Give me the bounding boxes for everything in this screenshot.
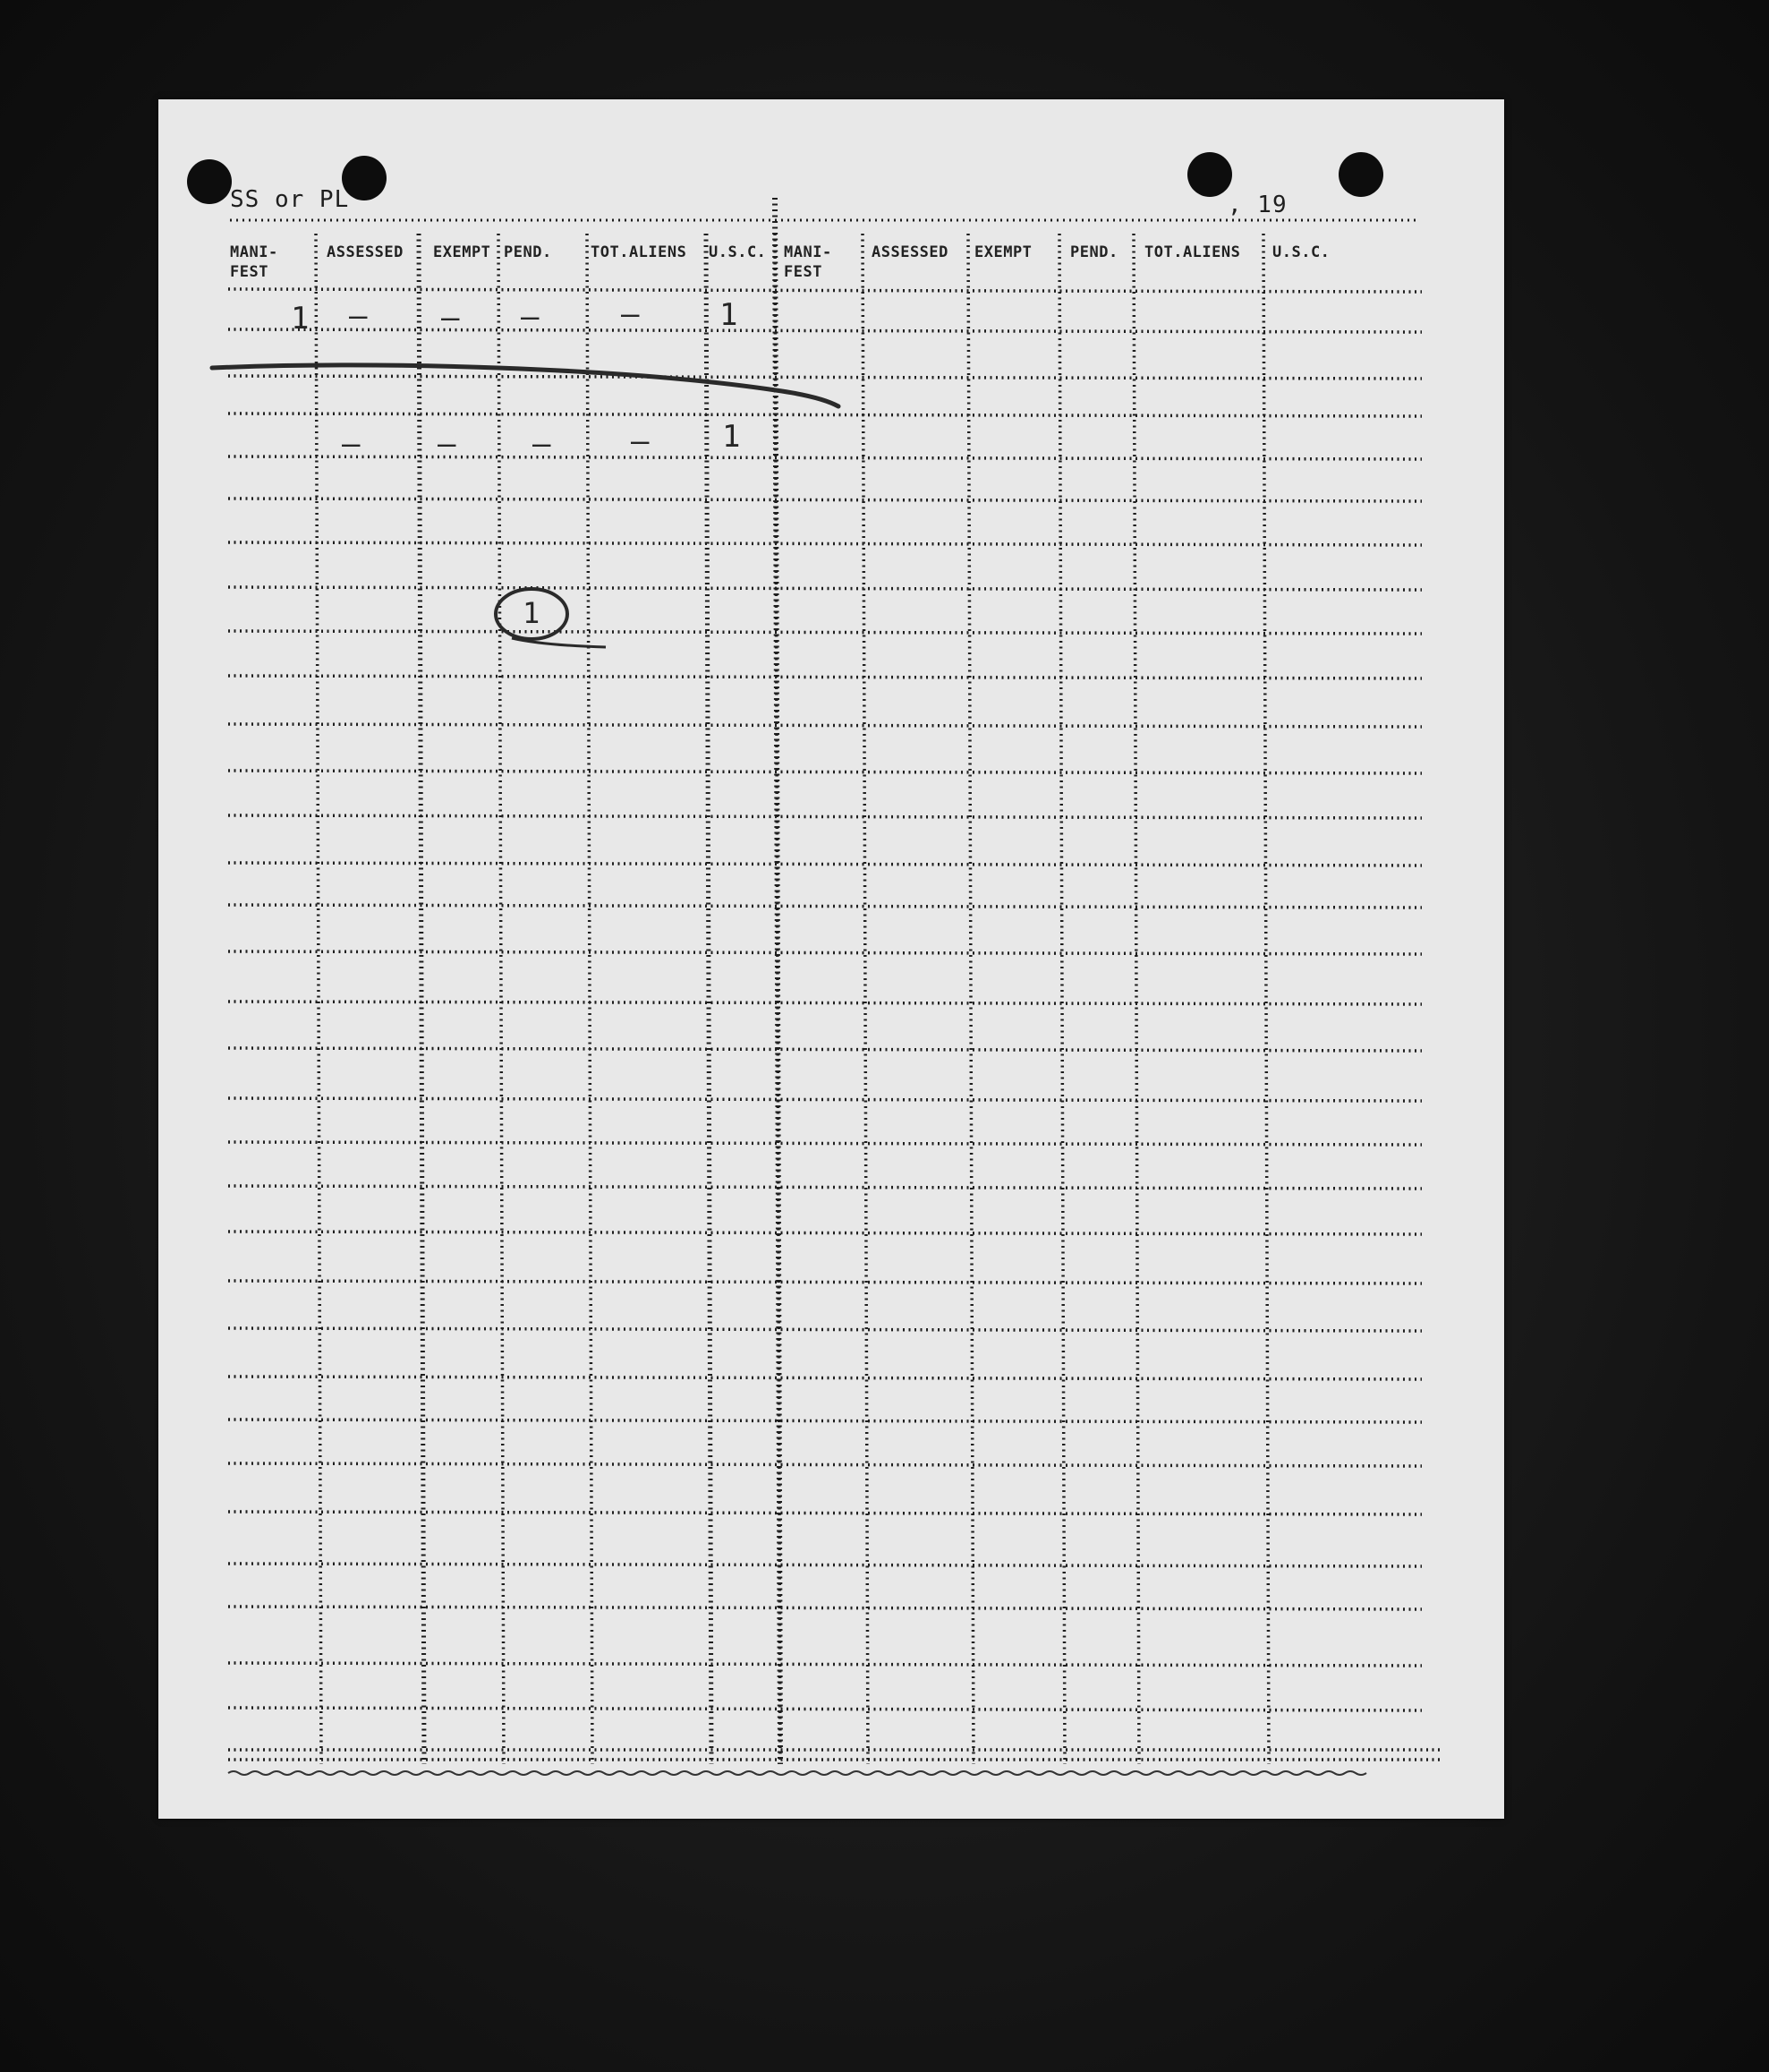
row-ruling (228, 676, 1422, 678)
column-ruling (1263, 234, 1269, 1764)
hw-row3-tot-aliens: — (631, 423, 650, 459)
bottom-wavy-rule (228, 1771, 1366, 1775)
col-header-pend-left: PEND. (504, 243, 552, 261)
column-ruling (1059, 234, 1065, 1764)
row-ruling (228, 1463, 1422, 1466)
row-ruling (228, 289, 1422, 292)
hw-row3-pend: — (532, 426, 551, 462)
vessel-label: SS or PL (230, 186, 350, 213)
row-ruling (228, 1048, 1422, 1051)
row-ruling (228, 1186, 1422, 1189)
row-ruling (228, 905, 1422, 908)
hw-row3-assessed: — (342, 426, 361, 462)
row-ruling (228, 456, 1422, 459)
row-ruling (228, 1420, 1422, 1422)
col-header-exempt-right: EXEMPT (974, 243, 1033, 261)
row-ruling (228, 863, 1422, 865)
column-rulings (316, 198, 1269, 1764)
hw-row1-tot-aliens: — (621, 296, 640, 332)
column-ruling (1134, 234, 1139, 1764)
row-rulings (228, 289, 1422, 1710)
row-ruling (228, 1142, 1422, 1145)
row-ruling (228, 1232, 1422, 1234)
row-ruling (228, 724, 1422, 727)
col-header-tot-aliens-right: TOT.ALIENS (1144, 243, 1241, 261)
column-ruling (316, 234, 321, 1764)
hw-row1-pend: — (521, 299, 540, 335)
col-header-usc-left: U.S.C. (709, 243, 767, 261)
row-ruling (228, 414, 1422, 416)
hw-circled-number: 1 (523, 596, 540, 630)
pen-circle-tail (512, 638, 606, 647)
row-ruling (228, 1281, 1422, 1283)
col-header-exempt-left: EXEMPT (433, 243, 491, 261)
row-ruling (228, 951, 1422, 954)
row-ruling (228, 1708, 1422, 1710)
col-header-assessed-left: ASSESSED (327, 243, 404, 261)
row-ruling (228, 631, 1422, 634)
row-ruling (228, 1377, 1422, 1379)
col-header-tot-aliens-left: TOT.ALIENS (591, 243, 687, 261)
column-ruling (706, 234, 711, 1764)
row-ruling (228, 1663, 1422, 1666)
column-ruling (968, 234, 974, 1764)
hw-row1-assessed: — (349, 298, 368, 334)
col-header-manifest-right: MANI- FEST (784, 243, 832, 281)
dotted-ruling-grid (158, 99, 1504, 1819)
row-ruling (228, 815, 1422, 818)
col-header-pend-right: PEND. (1070, 243, 1118, 261)
row-ruling (228, 1328, 1422, 1331)
hw-row1-manifest: 1 (291, 301, 310, 337)
column-ruling (863, 234, 868, 1764)
year-label: , 19 (1228, 192, 1288, 218)
row-ruling (228, 771, 1422, 773)
row-ruling (228, 1607, 1422, 1609)
row-ruling (228, 587, 1422, 590)
col-header-usc-right: U.S.C. (1272, 243, 1331, 261)
column-ruling (775, 234, 780, 1764)
row-ruling (228, 499, 1422, 501)
row-ruling (228, 1512, 1422, 1514)
hw-row3-exempt: — (438, 426, 456, 462)
row-ruling (228, 542, 1422, 545)
row-ruling (228, 1002, 1422, 1004)
column-ruling (587, 234, 592, 1764)
hw-row1-usc: 1 (719, 297, 738, 333)
tally-form-sheet (158, 99, 1504, 1819)
hw-row3-usc: 1 (722, 419, 741, 455)
col-header-assessed-right: ASSESSED (872, 243, 948, 261)
row-ruling (228, 376, 1422, 379)
row-ruling (228, 1564, 1422, 1566)
pen-strike-line (212, 365, 838, 406)
column-ruling (419, 234, 424, 1764)
col-header-manifest-left: MANI- FEST (230, 243, 278, 281)
row-ruling (228, 1098, 1422, 1101)
column-ruling (498, 234, 504, 1764)
row-ruling (228, 329, 1422, 332)
hw-row1-exempt: — (441, 300, 460, 336)
